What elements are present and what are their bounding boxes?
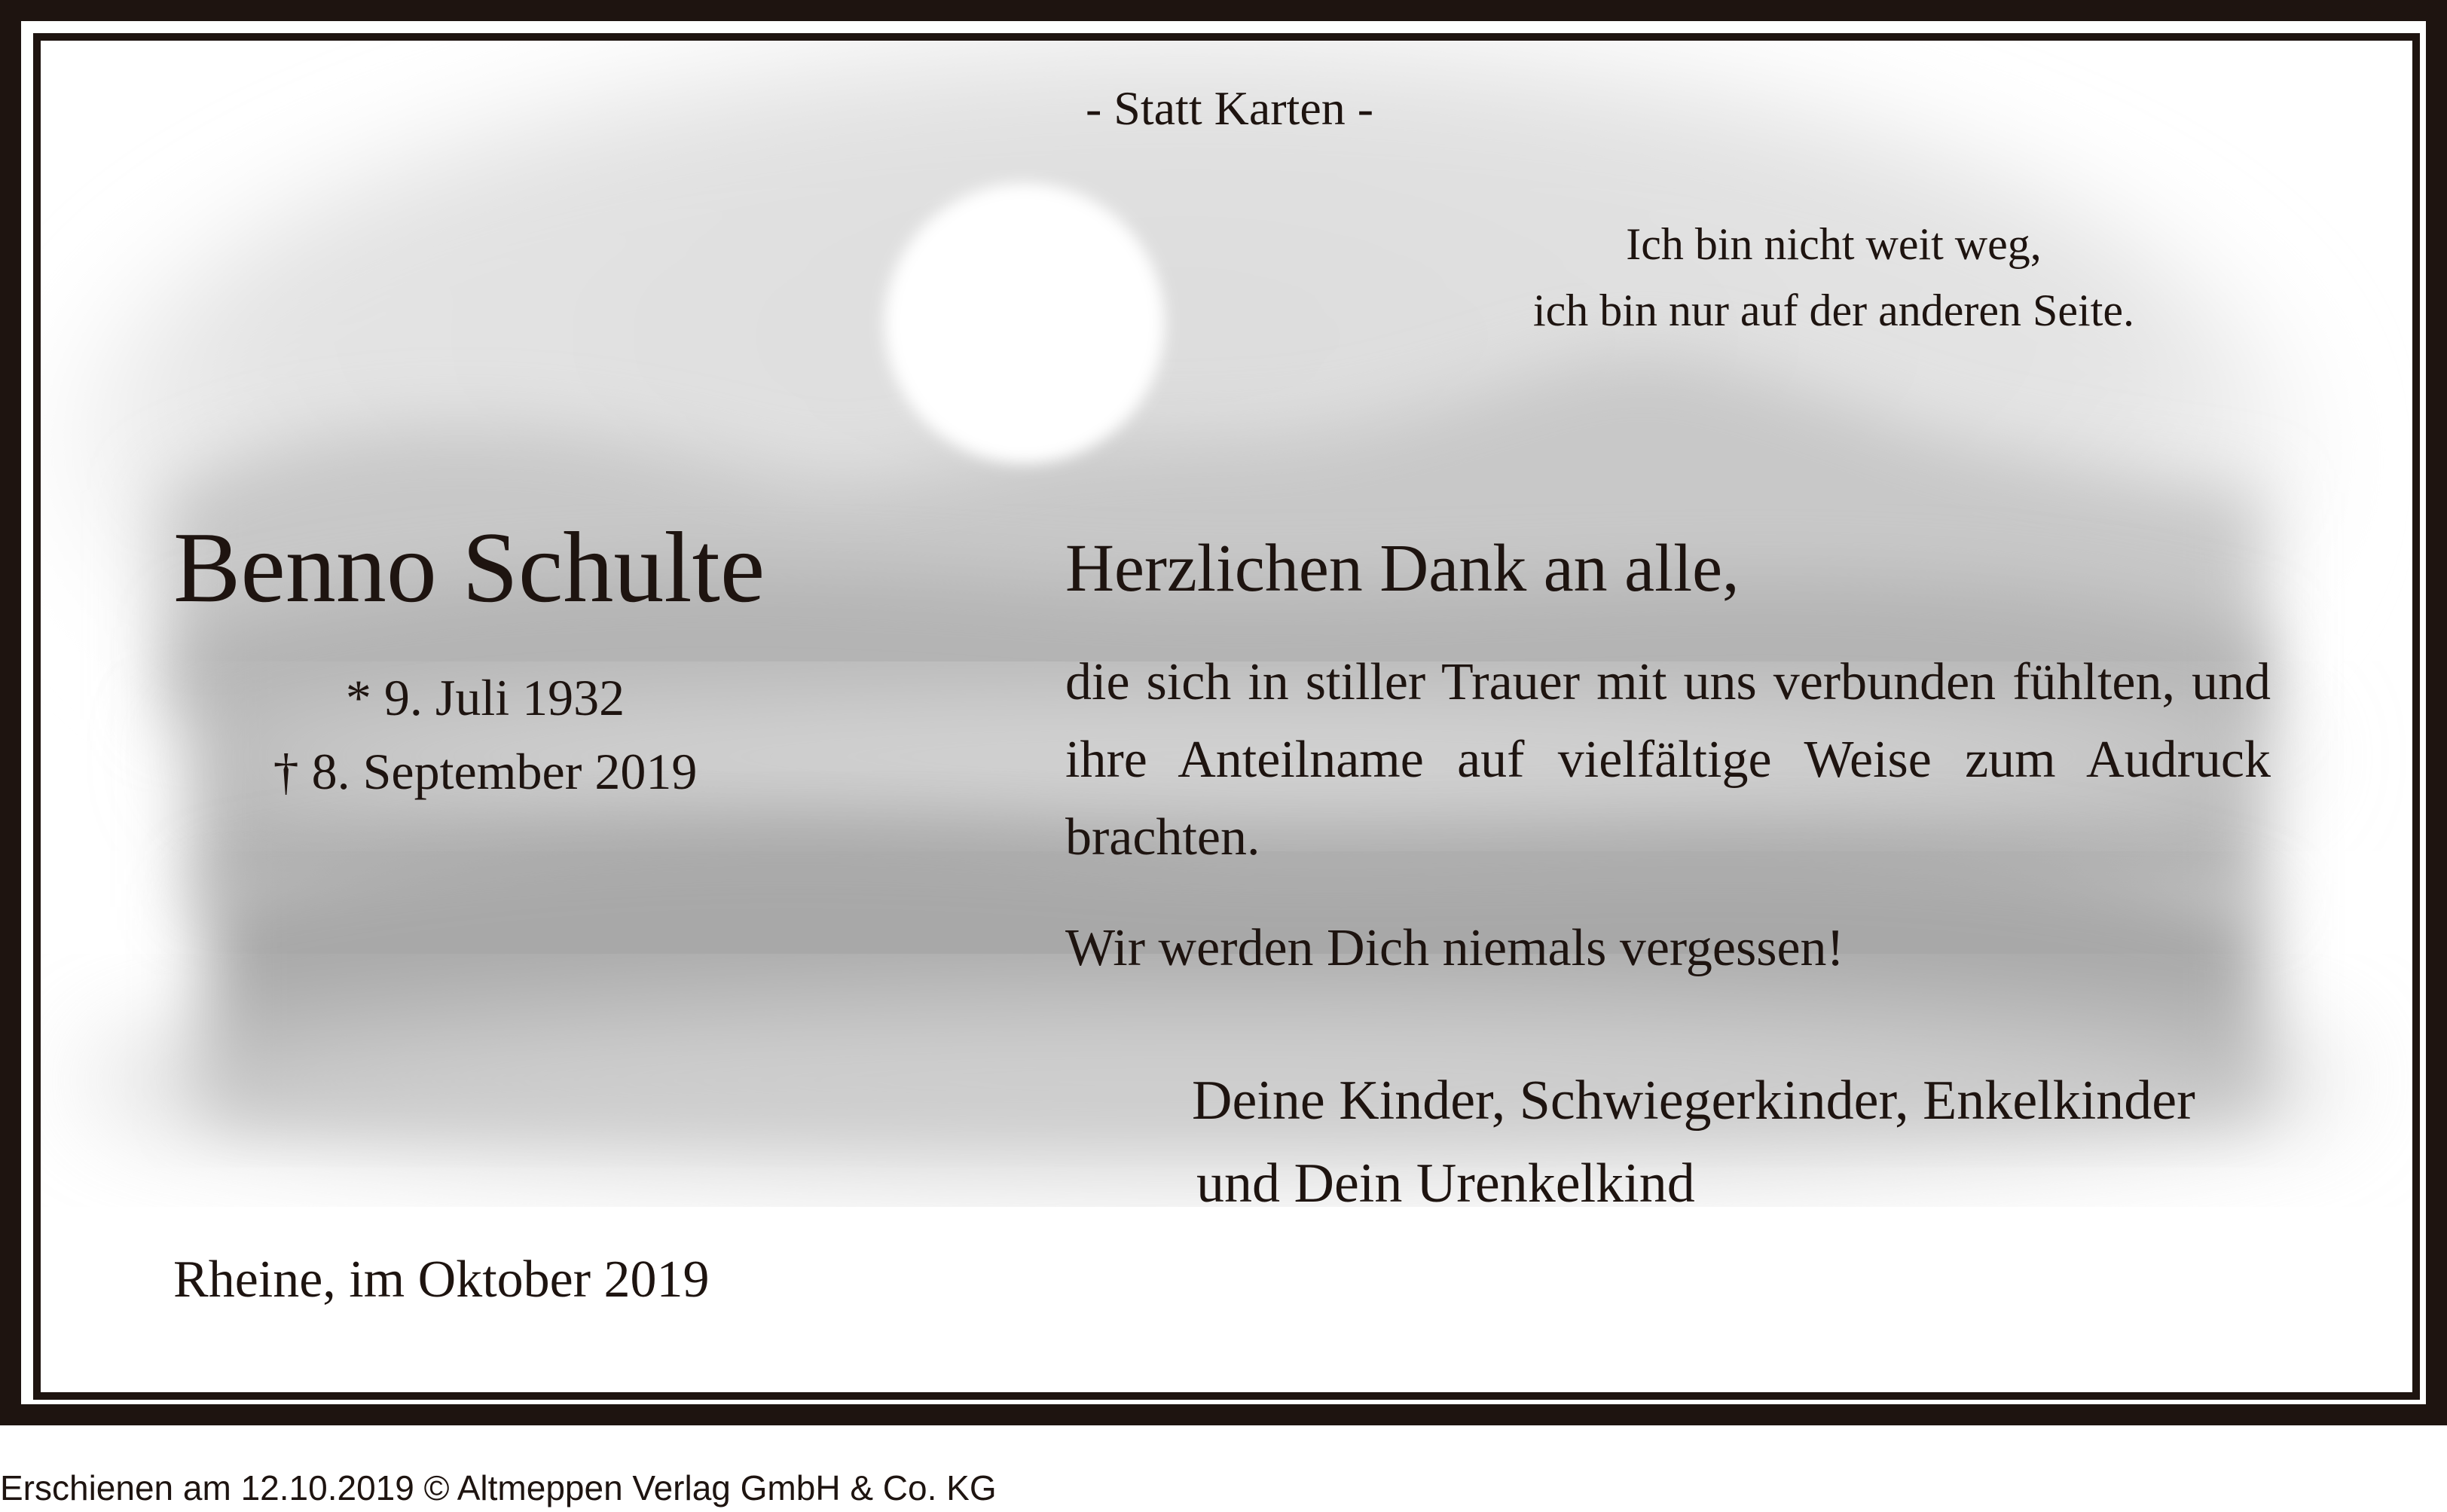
birth-date: * 9. Juli 1932 <box>345 669 625 726</box>
thanks-heading: Herzlichen Dank an alle, <box>1065 531 1740 606</box>
obituary-notice <box>33 33 2420 1400</box>
place-and-date: Rheine, im Oktober 2019 <box>173 1251 710 1309</box>
death-date: † 8. September 2019 <box>273 743 698 800</box>
deceased-name: Benno Schulte <box>173 512 765 623</box>
signature-line-2: und Dein Urenkelkind <box>1196 1153 1695 1214</box>
signature-line-1: Deine Kinder, Schwiegerkinder, Enkelkinder <box>1192 1070 2195 1132</box>
quote-line-2: ich bin nur auf der anderen Seite. <box>1532 286 2135 335</box>
thanks-paragraph: die sich in stiller Trauer mit uns verbunden fühlten, und ihre Anteilname auf vielfältige Weise zum Audruck brachten. <box>1065 653 2271 866</box>
publication-footer: Erschienen am 12.10.2019 © Altmeppen Verlag GmbH & Co. KG <box>0 1468 997 1507</box>
header-statt-karten: - Statt Karten - <box>1085 81 1374 135</box>
closing-line: Wir werden Dich niemals vergessen! <box>1065 919 1844 977</box>
quote-line-1: Ich bin nicht weit weg, <box>1626 219 2042 269</box>
